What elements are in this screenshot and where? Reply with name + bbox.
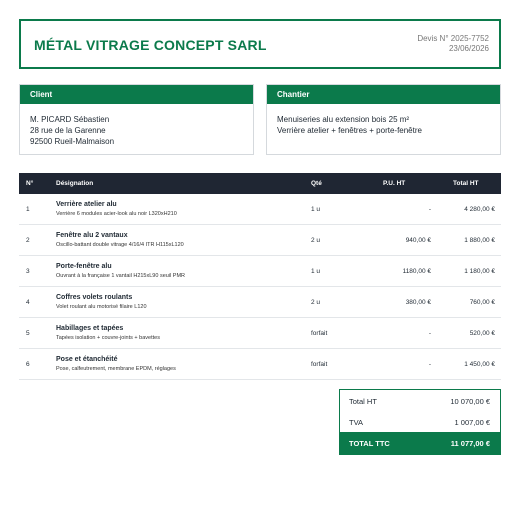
row-total: 4 280,00 € [431,194,501,225]
row-total: 760,00 € [431,287,501,318]
table-row [19,256,501,287]
item-title: Fenêtre alu 2 vantaux [56,232,128,239]
table-row [19,194,501,225]
row-designation [56,287,311,318]
item-description: Verrière 6 modules acier-look alu noir L320xH210 [56,211,177,217]
row-unit-price: - [361,318,431,349]
table-row [19,349,501,380]
row-designation [56,256,311,287]
row-total: 520,00 € [431,318,501,349]
total-ht-row [340,390,500,411]
items-table [19,173,501,380]
client-city: 92500 Rueil-Malmaison [30,137,115,146]
table-row [19,225,501,256]
col-total-header: Total HT [431,173,501,194]
chantier-line-2: Verrière atelier + fenêtres + porte-fenêtre [277,126,422,135]
devis-meta [417,34,489,54]
client-name: M. PICARD Sébastien [30,115,110,124]
row-num: 3 [19,256,56,287]
row-designation [56,225,311,256]
row-qty: forfait [311,349,361,380]
client-heading: Client [20,85,253,104]
totals-box [339,389,501,455]
row-qty: forfait [311,318,361,349]
row-total: 1 180,00 € [431,256,501,287]
item-description: Volet roulant alu motorisé filaire L120 [56,304,147,310]
col-pu-header: P.U. HT [361,173,431,194]
chantier-details [267,104,500,136]
row-total: 1 880,00 € [431,225,501,256]
col-num-header: N° [19,173,56,194]
item-title: Coffres volets roulants [56,294,133,301]
total-ttc-value: 11 077,00 € [450,439,490,448]
client-details [20,104,253,147]
row-designation [56,349,311,380]
chantier-card [266,84,501,155]
row-designation [56,318,311,349]
col-qty-header: Qté [311,173,361,194]
client-card [19,84,254,155]
row-qty: 1 u [311,256,361,287]
row-num: 6 [19,349,56,380]
row-num: 5 [19,318,56,349]
row-unit-price: - [361,194,431,225]
row-total: 1 450,00 € [431,349,501,380]
items-header-row [19,173,501,194]
total-ttc-label: TOTAL TTC [349,439,390,448]
total-ttc-row [340,432,500,454]
row-unit-price: - [361,349,431,380]
total-ht-value: 10 070,00 € [450,397,490,406]
col-designation-header: Désignation [56,173,311,194]
item-description: Tapées isolation + couvre-joints + bavettes [56,335,160,341]
total-ht-label: Total HT [349,397,377,406]
row-qty: 2 u [311,225,361,256]
devis-date: 23/06/2026 [448,44,489,53]
item-description: Oscillo-battant double vitrage 4/16/4 ITR H115xL120 [56,242,184,248]
client-address: 28 rue de la Garenne [30,126,106,135]
document-header [19,19,501,69]
item-description: Pose, calfeutrement, membrane EPDM, réglages [56,366,176,372]
row-qty: 2 u [311,287,361,318]
company-name: MÉTAL VITRAGE CONCEPT SARL [34,37,267,53]
row-qty: 1 u [311,194,361,225]
row-unit-price: 1180,00 € [361,256,431,287]
tva-label: TVA [349,418,364,427]
item-description: Ouvrant à la française 1 vantail H215xL90 seuil PMR [56,273,186,279]
item-title: Pose et étanchéité [56,356,118,363]
item-title: Porte-fenêtre alu [56,263,112,270]
item-title: Habillages et tapées [56,325,124,332]
row-unit-price: 940,00 € [361,225,431,256]
tva-value: 1 007,00 € [454,418,490,427]
table-row [19,287,501,318]
chantier-line-1: Menuiseries alu extension bois 25 m² [277,115,410,124]
tva-row [340,411,500,432]
row-num: 1 [19,194,56,225]
table-row [19,318,501,349]
row-unit-price: 380,00 € [361,287,431,318]
row-num: 2 [19,225,56,256]
item-title: Verrière atelier alu [56,201,117,208]
chantier-heading: Chantier [267,85,500,104]
row-num: 4 [19,287,56,318]
devis-number: Devis N° 2025-7752 [417,34,489,43]
row-designation [56,194,311,225]
